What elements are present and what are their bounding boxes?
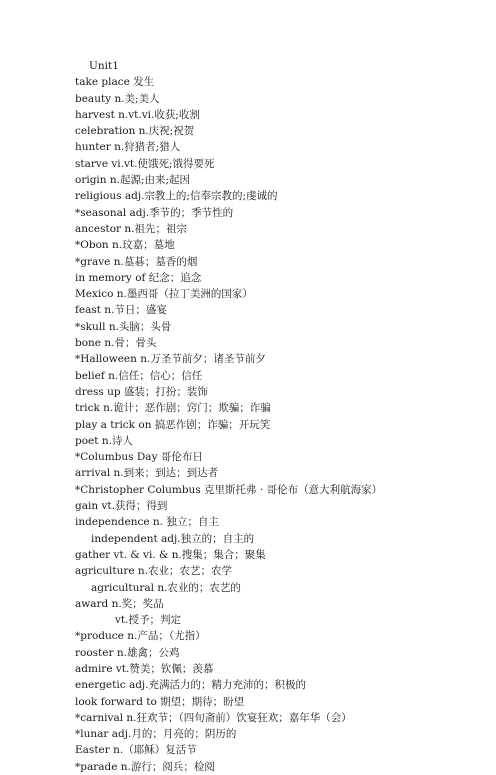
vocab-line: *Obon n.玟嘉；墓地 [75, 239, 175, 252]
vocab-line: admire vt.赞美；钦佩；羡慕 [75, 662, 214, 675]
vocab-line: rooster n.雄禽；公鸡 [75, 646, 180, 659]
vocab-line: Easter n.（耶稣）复活节 [75, 744, 197, 757]
vocab-line: harvest n.vt.vi.收获;收割 [75, 108, 200, 121]
vocab-line: origin n.起源;由来;起因 [75, 174, 191, 187]
vocab-line: dress up 盛装；打扮；装饰 [75, 385, 208, 398]
vocab-line: gain vt.获得；得到 [75, 500, 168, 513]
vocab-line: *carnival n.狂欢节；（四旬斋前）饮宴狂欢；嘉年华（会） [75, 711, 352, 724]
vocab-line: beauty n.美;美人 [75, 92, 160, 105]
vocab-line: *lunar adj.月的；月亮的；阴历的 [75, 728, 237, 741]
vocab-line: bone n.骨；骨头 [75, 337, 157, 350]
vocab-line: agricultural n.农业的；农艺的 [91, 581, 241, 594]
vocab-line: hunter n.狩猎者;猎人 [75, 141, 181, 154]
vocab-line: gather vt. & vi. & n.搜集；集合；聚集 [75, 548, 266, 561]
vocab-line: *Christopher Columbus 克里斯托弗 · 哥伦布（意大利航海家） [75, 483, 383, 496]
vocab-line: religious adj.宗教上的;信奉宗教的;虔诚的 [75, 190, 278, 203]
vocab-line: belief n.信任；信心；信任 [75, 369, 203, 382]
vocab-line: starve vi.vt.使饿死;饿得要死 [75, 157, 215, 170]
vocab-line: poet n.诗人 [75, 434, 133, 447]
vocab-line: independence n. 独立；自主 [75, 516, 219, 529]
vocab-line: independent adj.独立的；自主的 [91, 532, 255, 545]
vocab-line: *Columbus Day 哥伦布日 [75, 451, 203, 464]
vocab-line: *skull n.头脑；头骨 [75, 320, 172, 333]
vocab-line: take place 发生 [75, 76, 155, 89]
vocab-line: ancestor n.祖先；祖宗 [75, 222, 188, 235]
vocab-line: *Halloween n.万圣节前夕；诸圣节前夕 [75, 353, 266, 366]
vocab-line: Mexico n.墨西哥（拉丁美洲的国家） [75, 288, 253, 301]
vocab-line: in memory of 纪念；追念 [75, 271, 202, 284]
vocab-line: *produce n.产品；（尤指） [75, 630, 206, 643]
vocab-line: play a trick on 搞恶作剧；诈骗；开玩笑 [75, 418, 271, 431]
unit-title: Unit1 [89, 60, 119, 72]
vocab-line: *grave n.墓碁；墓香的烟 [75, 255, 198, 268]
vocabulary-list [75, 58, 475, 775]
vocab-line: arrival n.到来；到达；到达者 [75, 467, 219, 480]
vocab-line: energetic adj.充满活力的；精力充沛的；积极的 [75, 679, 307, 692]
vocab-line: vt.授予；判定 [115, 614, 181, 627]
vocab-line: look forward to 期望；期待；盼望 [75, 695, 245, 708]
vocab-line: award n.奖；奖品 [75, 597, 164, 610]
vocab-line: celebration n.庆祝;祝贺 [75, 125, 195, 138]
vocab-line: feast n.节日；盛宴 [75, 304, 167, 317]
vocab-line: trick n.诡计；恶作剧；窍门；欺骗；诈骗 [75, 402, 271, 415]
vocab-line: agriculture n.农业；农艺；农学 [75, 565, 233, 578]
vocab-line: *seasonal adj.季节的；季节性的 [75, 206, 234, 219]
vocab-line: *parade n.游行；阅兵；检阅 [75, 760, 215, 773]
